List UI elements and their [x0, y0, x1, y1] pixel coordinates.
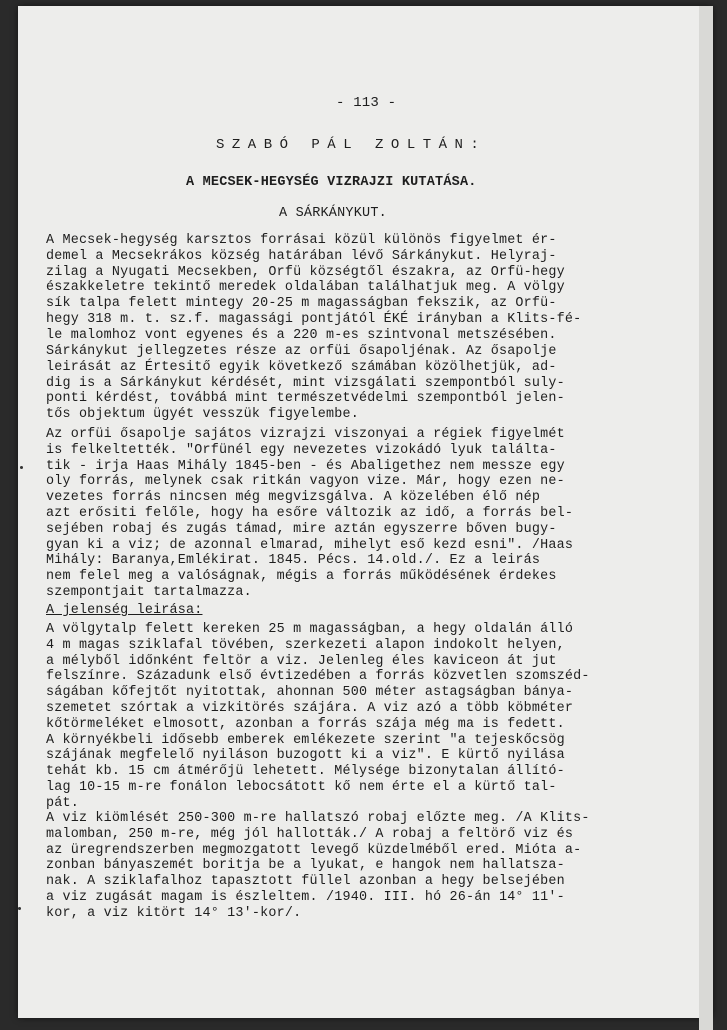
author-name: SZABÓ PÁL ZOLTÁN:: [216, 137, 487, 153]
paragraph-character: Sárkánykut jellegzetes része az orfüi ősapoljénak. Az ősapolje leirását az Értesitő egyik következő számában közölhetjük, ad- dig is a Sárkánykut kérdését, mint vizsgálati szempontból suly- ponti kérdést, továbbá mint természetvédelmi szempontból jelen- tős objektum ügyét vesszük figyelembe.: [46, 344, 565, 423]
margin-dot: [20, 466, 23, 469]
paragraph-intro: A Mecsek-hegység karsztos forrásai közül különös figyelmet ér- demel a Mecsekrákos község határában lévő Sárkánykut. Helyraj- zilag a Nyugati Mecsekben, Orfü községtől északra, az Orfü-hegy északkeletre tekintő meredek oldalában találhatjuk meg. A völgy sík talpa felett mintegy 20-25 m magasságban fekszik, az Orfü- hegy 318 m. t. sz.f. magassági pontjától ÉKÉ irányban a Klits-fé- le malomhoz vont egyenes és a 220 m-es szintvonal metszésében.: [46, 233, 582, 343]
paragraph-history: Az orfüi ősapolje sajátos vizrajzi viszonyai a régiek figyelmét is felkeltették. "Orfünél egy nevezetes vizokádó lyuk találta- tik - irja Haas Mihály 1845-ben - és Abaligethez nem messze egy oly forrás, melynek csak ritkán vagyon vize. Már, hogy ezen ne- vezetes forrás nincsen még megvizsgálva. A közelében élő nép azt erősiti felőle, hogy ha esőre változik az idő, a forrás bel- sejében robaj és zugás támad, mire aztán egyszerre bőven bugy- gyan ki a viz; de azonnal elmarad, mihelyt eső kezd esni". /Haas Mihály: Baranya,Emlékirat. 1845. Pécs. 14.old./. Ez a leirás nem felel meg a valóságnak, mégis a forrás működésének érdekes szempontjait tartalmazza.: [46, 427, 574, 600]
document-page: [18, 6, 713, 1018]
paragraph-description: A völgytalp felett kereken 25 m magasságban, a hegy oldalán álló 4 m magas sziklafal tövében, szerkezeti alapon indokolt helyen, a mélyből időnként feltör a viz. Jelenleg éles kaviceon át jut felszínre. Századunk első évtizedében a forrás közvetlen szomszéd- ságában kőfejtőt nyitottak, ahonnan 500 méter astagságban bánya- szemetet szórtak a vizkitörés szájára. A viz azó a több köbméter kőtörmeléket elmosott, azonban a forrás szája még ma is fedett. A környékbeli idősebb emberek emlékezete szerint "a tejeskőcsög szájának megfelelő nyiláson buzogott ki a viz". E kürtő nyilása tehát kb. 15 cm átmérőjü lehetett. Mélysége bizonytalan állító- lag 10-15 m-re fonálon lebocsátott kő nem érte el a kürtő tal- pát.: [46, 622, 590, 811]
paragraph-observation: A viz kiömlését 250-300 m-re hallatszó robaj előzte meg. /A Klits- malomban, 250 m-re, még jól hallották./ A robaj a feltörő viz és az üregrendszerben megmozgatott levegő küzdelméből ered. Miótа a- zonban bányaszemét boritja be a lyukat, e hangok nem hallatsza- nak. A sziklafalhoz tapasztott füllel azonban a hegy belsejében a viz zugását magam is észleltem. /1940. III. hó 26-án 14° 11'- kor, a viz kitört 14° 13'-kor/.: [46, 811, 590, 921]
page-edge: [699, 6, 713, 1030]
margin-dot: [18, 907, 21, 910]
article-title: A MECSEK-HEGYSÉG VIZRAJZI KUTATÁSA.: [186, 175, 477, 190]
page-number: - 113 -: [336, 95, 397, 111]
article-subtitle: A SÁRKÁNYKUT.: [279, 206, 387, 221]
section-heading: A jelenség leirása:: [46, 603, 203, 618]
